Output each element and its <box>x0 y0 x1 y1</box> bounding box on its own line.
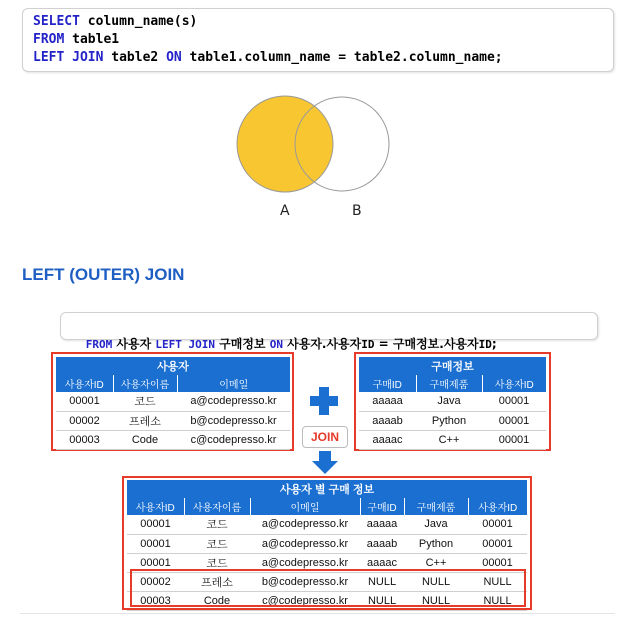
table-cell: NULL <box>404 572 468 591</box>
users-table <box>56 357 290 450</box>
venn-label-a: A <box>280 203 290 219</box>
sql-text: 구매정보 <box>214 337 270 351</box>
table-cell: 00001 <box>482 411 546 430</box>
users-col-header: 사용자ID <box>56 375 113 392</box>
table-cell: aaaaa <box>359 392 416 411</box>
table-cell: 00001 <box>127 534 184 553</box>
table-cell: C++ <box>404 553 468 572</box>
sql-text: table1.column_name = table2.column_name; <box>181 50 503 65</box>
table-cell: 00003 <box>127 591 184 610</box>
sql-text: table1 <box>64 32 120 47</box>
table-cell: b@codepresso.kr <box>177 411 290 430</box>
table-cell: 00001 <box>482 392 546 411</box>
result-col-header: 사용자ID <box>127 498 184 515</box>
table-cell: NULL <box>360 591 404 610</box>
table-cell: NULL <box>360 572 404 591</box>
table-row <box>359 392 546 411</box>
venn-diagram <box>230 90 410 200</box>
table-cell: NULL <box>468 591 527 610</box>
table-cell: 00002 <box>56 411 113 430</box>
table-cell: Code <box>113 430 177 449</box>
sql-keyword: LEFT JOIN <box>155 338 215 351</box>
table-cell: 00001 <box>127 515 184 534</box>
table-cell: a@codepresso.kr <box>250 534 360 553</box>
users-col-header: 이메일 <box>177 375 290 392</box>
table-cell: Code <box>184 591 250 610</box>
table-cell: NULL <box>468 572 527 591</box>
table-cell: NULL <box>404 591 468 610</box>
sql-text: column_name(s) <box>79 14 198 29</box>
table-row <box>359 411 546 430</box>
sql-text: table2 <box>103 50 167 65</box>
sql-line-from <box>33 31 603 49</box>
users-table-title: 사용자 <box>56 357 290 375</box>
sql-example-line <box>69 317 589 351</box>
sql-text: 사용자 <box>112 337 156 351</box>
table-cell: 프레소 <box>113 411 177 430</box>
table-cell: 프레소 <box>184 572 250 591</box>
sql-text: ID <box>361 338 375 351</box>
purchases-table <box>359 357 546 450</box>
table-row <box>56 392 290 411</box>
table-cell: b@codepresso.kr <box>250 572 360 591</box>
table-cell: a@codepresso.kr <box>250 515 360 534</box>
purchases-col-header: 구매제품 <box>416 375 482 392</box>
table-cell: 00003 <box>56 430 113 449</box>
purchases-col-header: 구매ID <box>359 375 416 392</box>
users-col-header: 사용자이름 <box>113 375 177 392</box>
arrow-down-icon <box>311 451 339 475</box>
sql-keyword: LEFT JOIN <box>33 50 104 65</box>
sql-keyword: ON <box>166 50 182 65</box>
table-cell: 코드 <box>184 534 250 553</box>
result-col-header: 구매제품 <box>404 498 468 515</box>
table-cell: 00001 <box>56 392 113 411</box>
sql-text: ; <box>491 337 497 351</box>
section-title: LEFT (OUTER) JOIN <box>22 265 185 284</box>
table-row <box>127 534 527 553</box>
table-cell: 00001 <box>468 553 527 572</box>
sql-keyword: FROM <box>33 32 65 47</box>
null-rows-highlight <box>130 569 526 607</box>
table-cell: c@codepresso.kr <box>177 430 290 449</box>
table-cell: Python <box>404 534 468 553</box>
table-row <box>127 515 527 534</box>
table-row <box>56 411 290 430</box>
sql-text: 사용자.사용자 <box>282 337 362 351</box>
plus-icon <box>308 385 340 417</box>
sql-line-select <box>33 13 603 31</box>
table-cell: a@codepresso.kr <box>177 392 290 411</box>
sql-code-box <box>22 8 614 72</box>
table-cell: C++ <box>416 430 482 449</box>
result-col-header: 사용자ID <box>468 498 527 515</box>
table-cell: Java <box>416 392 482 411</box>
purchases-table-title: 구매정보 <box>359 357 546 375</box>
result-col-header: 사용자이름 <box>184 498 250 515</box>
result-table-title: 사용자 별 구매 정보 <box>127 480 527 498</box>
table-row <box>56 430 290 449</box>
sql-keyword: FROM <box>85 338 113 351</box>
table-cell: 코드 <box>184 515 250 534</box>
table-cell: Java <box>404 515 468 534</box>
table-cell: aaaab <box>359 411 416 430</box>
sql-text: = 구매정보.사용자 <box>374 337 479 351</box>
join-badge: JOIN <box>302 426 348 448</box>
sql-keyword: ON <box>269 338 283 351</box>
table-cell: c@codepresso.kr <box>250 591 360 610</box>
table-cell: 00002 <box>127 572 184 591</box>
sql-example-box <box>60 312 598 351</box>
table-cell: 00001 <box>482 430 546 449</box>
table-cell: 00001 <box>127 553 184 572</box>
sql-text: ID <box>478 338 492 351</box>
table-row <box>359 430 546 449</box>
table-cell: 00001 <box>468 515 527 534</box>
table-cell: aaaac <box>359 430 416 449</box>
sql-line-join <box>33 49 603 67</box>
table-cell: 00001 <box>468 534 527 553</box>
table-cell: aaaac <box>360 553 404 572</box>
table-cell: 코드 <box>113 392 177 411</box>
table-cell: aaaab <box>360 534 404 553</box>
purchases-col-header: 사용자ID <box>482 375 546 392</box>
result-col-header: 구매ID <box>360 498 404 515</box>
bottom-divider <box>20 613 615 614</box>
table-cell: Python <box>416 411 482 430</box>
result-col-header: 이메일 <box>250 498 360 515</box>
table-cell: a@codepresso.kr <box>250 553 360 572</box>
sql-keyword: SELECT <box>33 14 80 29</box>
table-cell: aaaaa <box>360 515 404 534</box>
venn-label-b: B <box>352 203 362 219</box>
table-cell: 코드 <box>184 553 250 572</box>
